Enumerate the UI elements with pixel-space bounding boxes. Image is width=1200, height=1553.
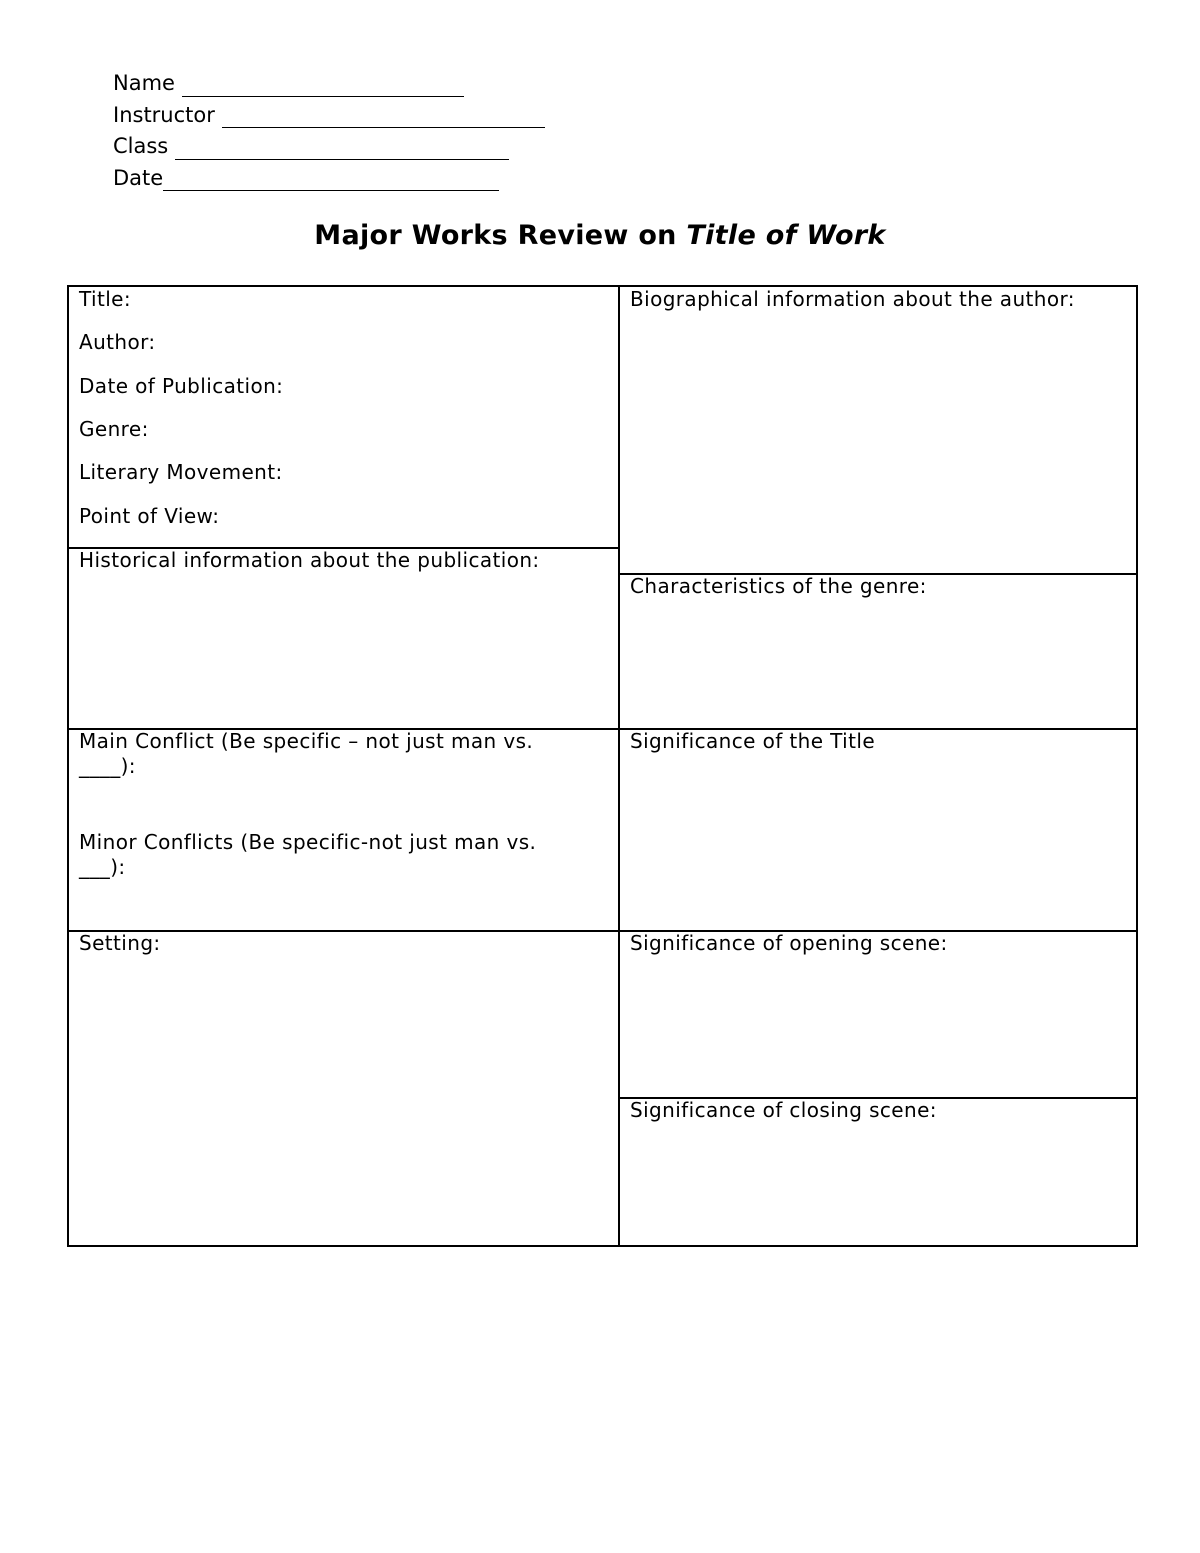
conflict-cell[interactable] <box>69 729 618 930</box>
class-blank-line[interactable] <box>175 137 509 160</box>
date-field[interactable] <box>113 163 545 195</box>
review-table <box>67 285 1138 1247</box>
name-label: Name <box>113 71 182 95</box>
document-title <box>0 220 1200 251</box>
opening-scene-cell[interactable] <box>620 931 1138 1097</box>
instructor-label: Instructor <box>113 102 222 127</box>
title-significance-label: Significance of the Title <box>630 729 876 753</box>
name-field[interactable] <box>113 68 545 100</box>
historical-cell[interactable] <box>69 548 618 728</box>
title-label: Title: <box>79 287 131 311</box>
title-significance-cell[interactable] <box>620 729 1138 930</box>
date-label: Date <box>113 165 164 190</box>
author-label: Author: <box>79 330 156 354</box>
genre-characteristics-cell[interactable] <box>620 574 1138 728</box>
instructor-blank-line[interactable] <box>222 105 545 128</box>
main-conflict-label: Main Conflict (Be specific – not just man vs. ____): <box>79 729 534 778</box>
class-label: Class <box>113 134 175 158</box>
instructor-field[interactable] <box>113 100 545 132</box>
genre-label: Genre: <box>79 417 149 441</box>
minor-conflicts-label: Minor Conflicts (Be specific-not just man vs. ___): <box>79 830 537 879</box>
genre-characteristics-label: Characteristics of the genre: <box>630 574 927 598</box>
date-blank-line[interactable] <box>163 168 499 191</box>
closing-scene-cell[interactable] <box>620 1098 1138 1244</box>
title-work: Title of Work <box>686 220 886 251</box>
setting-label: Setting: <box>79 931 161 955</box>
title-prefix: Major Works Review on <box>314 220 687 251</box>
date-of-publication-label: Date of Publication: <box>79 374 284 398</box>
header-fields <box>113 68 545 194</box>
historical-label: Historical information about the publication: <box>79 548 540 572</box>
setting-cell[interactable] <box>69 931 618 1244</box>
literary-movement-label: Literary Movement: <box>79 460 283 484</box>
biographical-cell[interactable] <box>620 287 1138 573</box>
point-of-view-label: Point of View: <box>79 504 220 528</box>
class-field[interactable] <box>113 131 545 163</box>
closing-scene-label: Significance of closing scene: <box>630 1098 937 1122</box>
basic-info-cell[interactable] <box>69 287 618 547</box>
opening-scene-label: Significance of opening scene: <box>630 931 948 955</box>
name-blank-line[interactable] <box>182 74 464 97</box>
biographical-label: Biographical information about the author: <box>630 287 1075 311</box>
